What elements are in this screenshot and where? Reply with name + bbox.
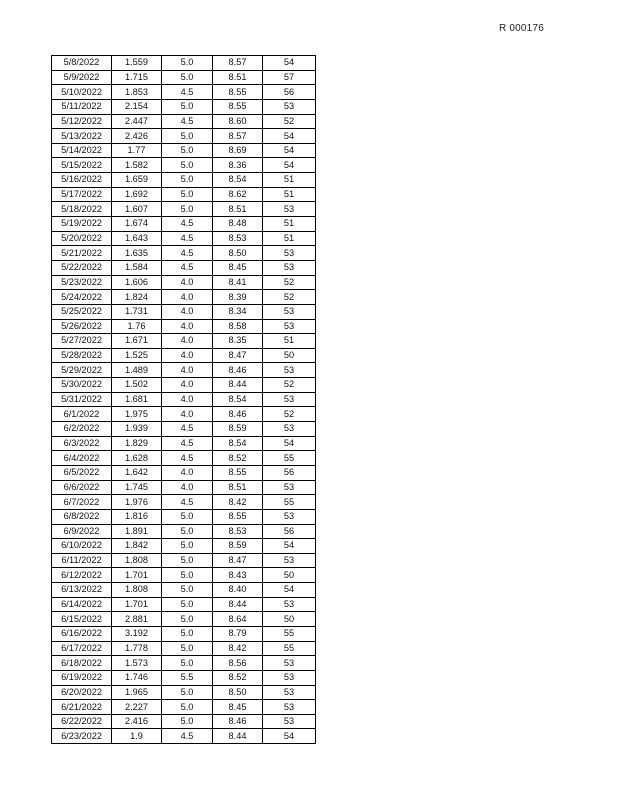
- value-1-cell: 1.681: [112, 392, 162, 407]
- value-3-cell: 8.44: [213, 597, 263, 612]
- value-1-cell: 1.76: [112, 319, 162, 334]
- table-row: [52, 729, 316, 744]
- value-4-cell: 54: [263, 583, 316, 598]
- date-cell: 6/9/2022: [52, 524, 112, 539]
- table-row: [52, 217, 316, 232]
- value-1-cell: 1.671: [112, 334, 162, 349]
- value-2-cell: 4.0: [162, 465, 213, 480]
- value-2-cell: 5.0: [162, 70, 213, 85]
- value-1-cell: 1.778: [112, 641, 162, 656]
- value-3-cell: 8.54: [213, 392, 263, 407]
- date-cell: 5/27/2022: [52, 334, 112, 349]
- table-row: [52, 319, 316, 334]
- table-row: [52, 641, 316, 656]
- value-4-cell: 50: [263, 612, 316, 627]
- value-3-cell: 8.54: [213, 173, 263, 188]
- value-3-cell: 8.55: [213, 99, 263, 114]
- date-cell: 5/24/2022: [52, 290, 112, 305]
- date-cell: 5/23/2022: [52, 275, 112, 290]
- date-cell: 6/3/2022: [52, 436, 112, 451]
- table-row: [52, 597, 316, 612]
- value-3-cell: 8.48: [213, 217, 263, 232]
- value-2-cell: 5.0: [162, 700, 213, 715]
- value-1-cell: 1.643: [112, 231, 162, 246]
- value-1-cell: 1.975: [112, 407, 162, 422]
- value-2-cell: 4.0: [162, 363, 213, 378]
- value-2-cell: 5.0: [162, 583, 213, 598]
- date-cell: 6/4/2022: [52, 451, 112, 466]
- value-1-cell: 1.659: [112, 173, 162, 188]
- value-4-cell: 53: [263, 260, 316, 275]
- table-row: [52, 246, 316, 261]
- value-4-cell: 53: [263, 685, 316, 700]
- value-4-cell: 53: [263, 304, 316, 319]
- value-2-cell: 4.5: [162, 260, 213, 275]
- value-2-cell: 5.0: [162, 173, 213, 188]
- table-row: [52, 275, 316, 290]
- value-2-cell: 4.0: [162, 275, 213, 290]
- table-row: [52, 451, 316, 466]
- value-1-cell: 1.559: [112, 56, 162, 71]
- date-cell: 6/17/2022: [52, 641, 112, 656]
- table-row: [52, 363, 316, 378]
- value-3-cell: 8.41: [213, 275, 263, 290]
- date-cell: 5/31/2022: [52, 392, 112, 407]
- date-cell: 6/19/2022: [52, 670, 112, 685]
- value-1-cell: 2.416: [112, 714, 162, 729]
- value-4-cell: 53: [263, 319, 316, 334]
- date-cell: 6/8/2022: [52, 509, 112, 524]
- value-1-cell: 1.77: [112, 143, 162, 158]
- value-3-cell: 8.42: [213, 641, 263, 656]
- value-4-cell: 55: [263, 451, 316, 466]
- value-4-cell: 50: [263, 348, 316, 363]
- table-row: [52, 392, 316, 407]
- value-1-cell: 1.745: [112, 480, 162, 495]
- value-3-cell: 8.46: [213, 714, 263, 729]
- value-1-cell: 1.582: [112, 158, 162, 173]
- value-4-cell: 53: [263, 422, 316, 437]
- value-1-cell: 2.426: [112, 129, 162, 144]
- value-1-cell: 1.606: [112, 275, 162, 290]
- value-4-cell: 56: [263, 85, 316, 100]
- value-2-cell: 5.0: [162, 685, 213, 700]
- value-2-cell: 5.0: [162, 99, 213, 114]
- value-2-cell: 5.0: [162, 568, 213, 583]
- value-2-cell: 4.0: [162, 348, 213, 363]
- value-2-cell: 5.0: [162, 143, 213, 158]
- value-3-cell: 8.46: [213, 363, 263, 378]
- value-4-cell: 51: [263, 334, 316, 349]
- table-row: [52, 202, 316, 217]
- table-row: [52, 158, 316, 173]
- table-row: [52, 553, 316, 568]
- value-4-cell: 55: [263, 626, 316, 641]
- value-3-cell: 8.44: [213, 729, 263, 744]
- value-1-cell: 1.489: [112, 363, 162, 378]
- value-3-cell: 8.54: [213, 436, 263, 451]
- value-4-cell: 53: [263, 480, 316, 495]
- table-row: [52, 524, 316, 539]
- page-id-label: R 000176: [499, 23, 544, 34]
- table-row: [52, 700, 316, 715]
- table-row: [52, 568, 316, 583]
- date-cell: 6/14/2022: [52, 597, 112, 612]
- value-2-cell: 4.5: [162, 495, 213, 510]
- value-3-cell: 8.50: [213, 246, 263, 261]
- value-1-cell: 1.746: [112, 670, 162, 685]
- date-cell: 6/23/2022: [52, 729, 112, 744]
- value-4-cell: 54: [263, 729, 316, 744]
- value-2-cell: 4.5: [162, 246, 213, 261]
- value-2-cell: 5.5: [162, 670, 213, 685]
- value-2-cell: 4.0: [162, 480, 213, 495]
- value-4-cell: 51: [263, 217, 316, 232]
- value-3-cell: 8.64: [213, 612, 263, 627]
- value-4-cell: 53: [263, 99, 316, 114]
- value-4-cell: 57: [263, 70, 316, 85]
- date-cell: 5/16/2022: [52, 173, 112, 188]
- table-row: [52, 56, 316, 71]
- table-row: [52, 70, 316, 85]
- data-table: [51, 55, 316, 744]
- value-3-cell: 8.57: [213, 56, 263, 71]
- value-1-cell: 1.607: [112, 202, 162, 217]
- value-3-cell: 8.47: [213, 348, 263, 363]
- table-row: [52, 495, 316, 510]
- value-2-cell: 4.5: [162, 231, 213, 246]
- value-3-cell: 8.35: [213, 334, 263, 349]
- value-3-cell: 8.55: [213, 509, 263, 524]
- value-3-cell: 8.43: [213, 568, 263, 583]
- value-2-cell: 4.0: [162, 378, 213, 393]
- value-3-cell: 8.51: [213, 480, 263, 495]
- value-3-cell: 8.45: [213, 700, 263, 715]
- value-4-cell: 53: [263, 714, 316, 729]
- value-4-cell: 52: [263, 275, 316, 290]
- date-cell: 5/8/2022: [52, 56, 112, 71]
- value-2-cell: 5.0: [162, 539, 213, 554]
- value-1-cell: 1.502: [112, 378, 162, 393]
- value-2-cell: 5.0: [162, 612, 213, 627]
- table-row: [52, 187, 316, 202]
- value-1-cell: 1.701: [112, 568, 162, 583]
- date-cell: 5/13/2022: [52, 129, 112, 144]
- date-cell: 6/15/2022: [52, 612, 112, 627]
- value-4-cell: 52: [263, 290, 316, 305]
- value-1-cell: 1.853: [112, 85, 162, 100]
- value-3-cell: 8.60: [213, 114, 263, 129]
- table-row: [52, 714, 316, 729]
- value-2-cell: 5.0: [162, 56, 213, 71]
- table-row: [52, 509, 316, 524]
- value-2-cell: 5.0: [162, 553, 213, 568]
- value-3-cell: 8.58: [213, 319, 263, 334]
- value-4-cell: 51: [263, 187, 316, 202]
- table-row: [52, 99, 316, 114]
- value-2-cell: 4.5: [162, 729, 213, 744]
- value-4-cell: 53: [263, 553, 316, 568]
- value-1-cell: 1.573: [112, 656, 162, 671]
- table-row: [52, 173, 316, 188]
- value-4-cell: 53: [263, 392, 316, 407]
- value-4-cell: 51: [263, 173, 316, 188]
- value-4-cell: 56: [263, 465, 316, 480]
- value-1-cell: 2.881: [112, 612, 162, 627]
- value-4-cell: 53: [263, 246, 316, 261]
- value-4-cell: 53: [263, 363, 316, 378]
- value-4-cell: 51: [263, 231, 316, 246]
- value-2-cell: 4.0: [162, 334, 213, 349]
- value-4-cell: 53: [263, 202, 316, 217]
- date-cell: 5/14/2022: [52, 143, 112, 158]
- value-2-cell: 5.0: [162, 714, 213, 729]
- value-2-cell: 4.0: [162, 407, 213, 422]
- value-1-cell: 2.154: [112, 99, 162, 114]
- value-1-cell: 1.808: [112, 553, 162, 568]
- value-3-cell: 8.57: [213, 129, 263, 144]
- value-1-cell: 1.692: [112, 187, 162, 202]
- value-2-cell: 4.0: [162, 290, 213, 305]
- date-cell: 6/12/2022: [52, 568, 112, 583]
- value-4-cell: 52: [263, 407, 316, 422]
- date-cell: 6/1/2022: [52, 407, 112, 422]
- value-1-cell: 1.824: [112, 290, 162, 305]
- table-row: [52, 670, 316, 685]
- value-3-cell: 8.44: [213, 378, 263, 393]
- table-row: [52, 685, 316, 700]
- value-3-cell: 8.46: [213, 407, 263, 422]
- value-2-cell: 5.0: [162, 641, 213, 656]
- value-2-cell: 4.5: [162, 451, 213, 466]
- value-4-cell: 52: [263, 114, 316, 129]
- value-4-cell: 53: [263, 700, 316, 715]
- value-1-cell: 1.9: [112, 729, 162, 744]
- value-4-cell: 53: [263, 509, 316, 524]
- value-3-cell: 8.56: [213, 656, 263, 671]
- date-cell: 5/10/2022: [52, 85, 112, 100]
- table-row: [52, 114, 316, 129]
- value-2-cell: 4.5: [162, 85, 213, 100]
- value-4-cell: 54: [263, 143, 316, 158]
- date-cell: 6/11/2022: [52, 553, 112, 568]
- value-3-cell: 8.42: [213, 495, 263, 510]
- table-body: [52, 56, 316, 744]
- value-1-cell: 1.525: [112, 348, 162, 363]
- table-row: [52, 436, 316, 451]
- value-2-cell: 4.0: [162, 392, 213, 407]
- value-1-cell: 1.842: [112, 539, 162, 554]
- value-2-cell: 5.0: [162, 187, 213, 202]
- value-4-cell: 54: [263, 158, 316, 173]
- date-cell: 5/18/2022: [52, 202, 112, 217]
- value-1-cell: 1.584: [112, 260, 162, 275]
- table-row: [52, 85, 316, 100]
- value-1-cell: 1.976: [112, 495, 162, 510]
- value-3-cell: 8.51: [213, 202, 263, 217]
- value-4-cell: 50: [263, 568, 316, 583]
- table-row: [52, 260, 316, 275]
- table-row: [52, 656, 316, 671]
- value-3-cell: 8.53: [213, 231, 263, 246]
- value-3-cell: 8.62: [213, 187, 263, 202]
- table-row: [52, 612, 316, 627]
- value-3-cell: 8.55: [213, 465, 263, 480]
- table-row: [52, 422, 316, 437]
- value-2-cell: 5.0: [162, 597, 213, 612]
- date-cell: 6/10/2022: [52, 539, 112, 554]
- date-cell: 5/26/2022: [52, 319, 112, 334]
- value-1-cell: 1.674: [112, 217, 162, 232]
- table-row: [52, 626, 316, 641]
- value-2-cell: 4.0: [162, 304, 213, 319]
- date-cell: 5/25/2022: [52, 304, 112, 319]
- value-1-cell: 1.635: [112, 246, 162, 261]
- value-3-cell: 8.53: [213, 524, 263, 539]
- date-cell: 5/19/2022: [52, 217, 112, 232]
- date-cell: 6/21/2022: [52, 700, 112, 715]
- value-1-cell: 1.965: [112, 685, 162, 700]
- table-row: [52, 129, 316, 144]
- value-3-cell: 8.34: [213, 304, 263, 319]
- value-1-cell: 1.816: [112, 509, 162, 524]
- value-2-cell: 5.0: [162, 202, 213, 217]
- value-2-cell: 4.5: [162, 436, 213, 451]
- value-3-cell: 8.79: [213, 626, 263, 641]
- value-3-cell: 8.39: [213, 290, 263, 305]
- date-cell: 5/9/2022: [52, 70, 112, 85]
- value-2-cell: 5.0: [162, 158, 213, 173]
- value-2-cell: 4.0: [162, 319, 213, 334]
- value-1-cell: 2.227: [112, 700, 162, 715]
- date-cell: 6/20/2022: [52, 685, 112, 700]
- value-3-cell: 8.36: [213, 158, 263, 173]
- value-1-cell: 1.939: [112, 422, 162, 437]
- value-4-cell: 55: [263, 641, 316, 656]
- value-1-cell: 1.642: [112, 465, 162, 480]
- table-row: [52, 304, 316, 319]
- date-cell: 5/22/2022: [52, 260, 112, 275]
- value-2-cell: 5.0: [162, 626, 213, 641]
- date-cell: 5/20/2022: [52, 231, 112, 246]
- date-cell: 5/17/2022: [52, 187, 112, 202]
- date-cell: 6/7/2022: [52, 495, 112, 510]
- value-4-cell: 56: [263, 524, 316, 539]
- date-cell: 6/6/2022: [52, 480, 112, 495]
- value-4-cell: 54: [263, 129, 316, 144]
- value-4-cell: 55: [263, 495, 316, 510]
- value-4-cell: 54: [263, 539, 316, 554]
- value-4-cell: 53: [263, 670, 316, 685]
- value-3-cell: 8.55: [213, 85, 263, 100]
- value-3-cell: 8.59: [213, 539, 263, 554]
- table-row: [52, 465, 316, 480]
- value-4-cell: 52: [263, 378, 316, 393]
- value-3-cell: 8.69: [213, 143, 263, 158]
- value-3-cell: 8.45: [213, 260, 263, 275]
- value-3-cell: 8.52: [213, 451, 263, 466]
- date-cell: 5/29/2022: [52, 363, 112, 378]
- value-4-cell: 54: [263, 436, 316, 451]
- table-row: [52, 539, 316, 554]
- date-cell: 6/16/2022: [52, 626, 112, 641]
- value-2-cell: 5.0: [162, 129, 213, 144]
- date-cell: 5/15/2022: [52, 158, 112, 173]
- date-cell: 6/18/2022: [52, 656, 112, 671]
- value-2-cell: 4.5: [162, 114, 213, 129]
- date-cell: 6/22/2022: [52, 714, 112, 729]
- date-cell: 5/28/2022: [52, 348, 112, 363]
- date-cell: 5/21/2022: [52, 246, 112, 261]
- value-1-cell: 1.891: [112, 524, 162, 539]
- value-4-cell: 54: [263, 56, 316, 71]
- table-row: [52, 334, 316, 349]
- value-2-cell: 5.0: [162, 524, 213, 539]
- value-1-cell: 1.701: [112, 597, 162, 612]
- value-1-cell: 1.628: [112, 451, 162, 466]
- value-3-cell: 8.47: [213, 553, 263, 568]
- date-cell: 5/11/2022: [52, 99, 112, 114]
- date-cell: 6/13/2022: [52, 583, 112, 598]
- value-1-cell: 1.715: [112, 70, 162, 85]
- value-1-cell: 1.808: [112, 583, 162, 598]
- table-row: [52, 143, 316, 158]
- value-4-cell: 53: [263, 656, 316, 671]
- value-3-cell: 8.50: [213, 685, 263, 700]
- value-1-cell: 1.731: [112, 304, 162, 319]
- table-row: [52, 407, 316, 422]
- table-row: [52, 231, 316, 246]
- date-cell: 5/12/2022: [52, 114, 112, 129]
- date-cell: 5/30/2022: [52, 378, 112, 393]
- value-3-cell: 8.51: [213, 70, 263, 85]
- value-2-cell: 5.0: [162, 509, 213, 524]
- value-2-cell: 4.5: [162, 217, 213, 232]
- value-1-cell: 1.829: [112, 436, 162, 451]
- value-3-cell: 8.40: [213, 583, 263, 598]
- value-3-cell: 8.59: [213, 422, 263, 437]
- value-4-cell: 53: [263, 597, 316, 612]
- table-row: [52, 378, 316, 393]
- value-1-cell: 3.192: [112, 626, 162, 641]
- value-2-cell: 5.0: [162, 656, 213, 671]
- value-3-cell: 8.52: [213, 670, 263, 685]
- table-row: [52, 480, 316, 495]
- date-cell: 6/2/2022: [52, 422, 112, 437]
- table-row: [52, 348, 316, 363]
- value-1-cell: 2.447: [112, 114, 162, 129]
- table-row: [52, 290, 316, 305]
- value-2-cell: 4.5: [162, 422, 213, 437]
- date-cell: 6/5/2022: [52, 465, 112, 480]
- table-row: [52, 583, 316, 598]
